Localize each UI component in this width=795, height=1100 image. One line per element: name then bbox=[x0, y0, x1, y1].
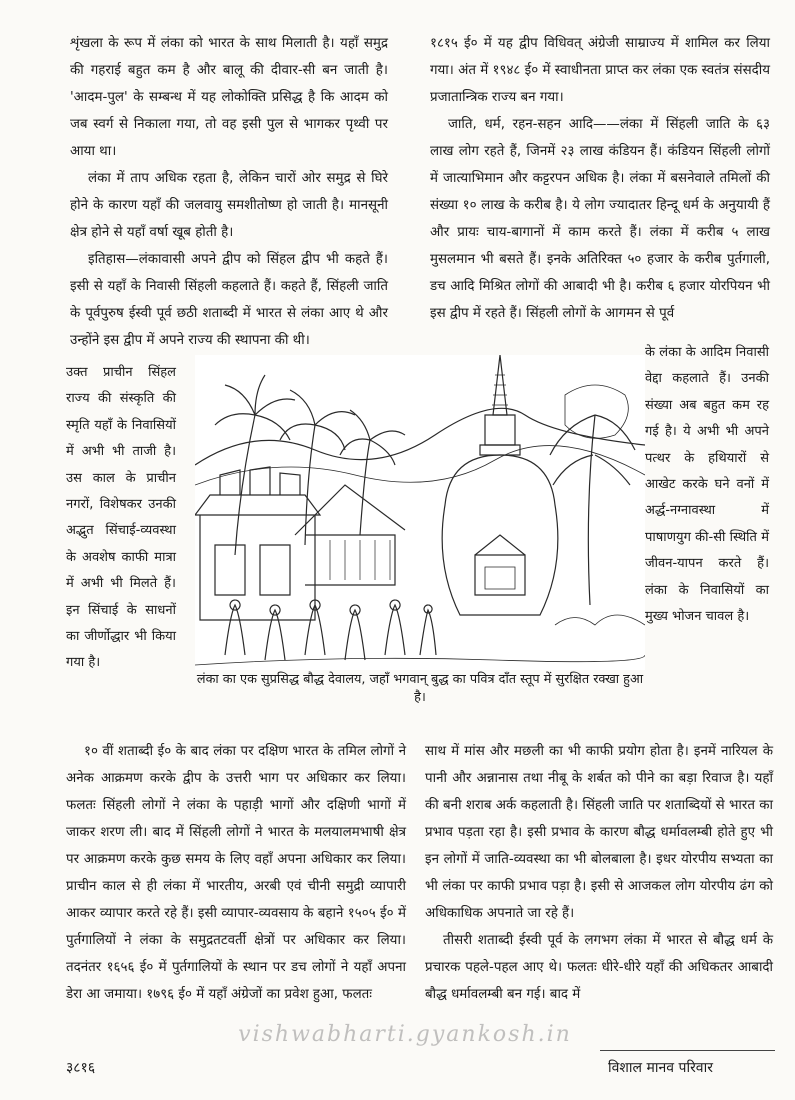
paragraph: शृंखला के रूप में लंका को भारत के साथ मिलाती है। यहाँ समुद्र की गहराई बहुत कम है और बालू की दीवार-सी बन जाती है। 'आदम-पुल' के सम्बन्ध में यह लोकोक्ति प्रसिद्ध है कि आदम को जब स्वर्ग से निकाला गया, तो वह इसी पुल से भागकर पृथ्वी पर आया था। bbox=[70, 36, 388, 159]
right-column-top bbox=[430, 30, 770, 327]
running-footer-title: विशाल मानव परिवार bbox=[608, 1060, 713, 1076]
illustration-drawing bbox=[195, 355, 645, 670]
right-column-bottom bbox=[425, 738, 773, 1008]
left-column-top bbox=[70, 30, 388, 354]
paragraph: के लंका के आदिम निवासी वेद्दा कहलाते हैं। उनकी संख्या अब बहुत कम रह गई है। ये अभी भी अपने पत्थर के हथियारों से आखेट करके घने वनों में अर्द्ध-नग्नावस्था में पाषाणयुग की-सी स्थिति में जीवन-यापन करते हैं। लंका के निवासियों का मुख्य भोजन चावल है। bbox=[645, 345, 769, 625]
paragraph: उक्त प्राचीन सिंहल राज्य की संस्कृति की स्मृति यहाँ के निवासियों में अभी भी ताजी है। उस काल के प्राचीन नगरों, विशेषकर उनकी अद्भुत सिंचाई-व्यवस्था के अवशेष काफी मात्रा में अभी भी मिलते हैं। इन सिंचाई के साधनों का जीर्णोद्धार भी किया गया है। bbox=[66, 365, 176, 671]
left-column-wrap bbox=[66, 360, 176, 677]
figure-caption: लंका का एक सुप्रसिद्ध बौद्ध देवालय, जहाँ भगवान् बुद्ध का पवित्र दाँत स्तूप में सुरक्षित रक्खा हुआ है। bbox=[196, 672, 644, 705]
paragraph: साथ में मांस और मछली का भी काफी प्रयोग होता है। इनमें नारियल के पानी और अन्नानास तथा नीबू के शर्बत को पीने का बड़ा रिवाज है। यहाँ की बनी शराब अर्क कहलाती है। सिंहली जाति पर शताब्दियों से भारत का प्रभाव पड़ता रहा है। इसी प्रभाव के कारण बौद्ध धर्मावलम्बी होते हुए भी इन लोगों में जाति-व्यवस्था का भी बोलबाला है। इधर योरपीय सभ्यता का भी लंका पर काफी प्रभाव पड़ा है। इसी से आजकल लोग योरपीय ढंग को अधिकाधिक अपनाते जा रहे हैं। bbox=[425, 744, 773, 921]
footer-divider bbox=[600, 1050, 775, 1051]
watermark: vishwabharti.gyankosh.in bbox=[238, 1022, 572, 1047]
temple-stupa-illustration-icon bbox=[195, 355, 645, 670]
paragraph: जाति, धर्म, रहन-सहन आदि——लंका में सिंहली जाति के ६३ लाख लोग रहते हैं, जिनमें २३ लाख कंडियन हैं। कंडियन सिंहली लोगों में जात्याभिमान और कट्टरपन अधिक है। लंका में बसनेवाले तमिलों की संख्या १० लाख के करीब है। ये लोग ज्यादातर हिन्दू धर्म के अनुयायी हैं और प्रायः चाय-बागानों में काम करते हैं। लंका में करीब ५ लाख मुसलमान भी बसते हैं। इनके अतिरिक्त ५० हजार के करीब पुर्तगाली, डच आदि मिश्रित लोगों की आबादी भी है। करीब ६ हजार योरपियन भी इस द्वीप में रहते हैं। सिंहली लोगों के आगमन से पूर्व bbox=[430, 117, 770, 321]
paragraph: १८१५ ई० में यह द्वीप विधिवत् अंग्रेजी साम्राज्य में शामिल कर लिया गया। अंत में १९४८ ई० में स्वाधीनता प्राप्त कर लंका एक स्वतंत्र संसदीय प्रजातान्त्रिक राज्य बन गया। bbox=[430, 36, 770, 105]
paragraph: लंका में ताप अधिक रहता है, लेकिन चारों ओर समुद्र से घिरे होने के कारण यहाँ की जलवायु समशीतोष्ण हो जाती है। मानसूनी क्षेत्र होने से यहाँ वर्षा खूब होती है। bbox=[70, 171, 388, 240]
paragraph: १० वीं शताब्दी ई० के बाद लंका पर दक्षिण भारत के तमिल लोगों ने अनेक आक्रमण करके द्वीप के उत्तरी भाग पर अधिकार कर लिया। फलतः सिंहली लोगों ने लंका के पहाड़ी भागों और दक्षिणी भागों में जाकर शरण ली। बाद में सिंहली लोगों ने भारत के मलयालमभाषी क्षेत्र पर आक्रमण करके कुछ समय के लिए वहाँ अपना अधिकार कर लिया। प्राचीन काल से ही लंका में भारतीय, अरबी एवं चीनी समुद्री व्यापारी आकर व्यापार करते रहे हैं। इसी व्यापार-व्यवसाय के बहाने १५०५ ई० में पुर्तगालियों ने लंका के समुद्रतटवर्ती क्षेत्रों पर अधिकार कर लिया। तदनंतर १६५६ ई० में पुर्तगालियों के स्थान पर डच लोगों ने यहाँ अपना डेरा आ जमाया। १७९६ ई० में यहाँ अंग्रेजों का प्रवेश हुआ, फलतः bbox=[66, 744, 406, 1002]
paragraph: तीसरी शताब्दी ईस्वी पूर्व के लगभग लंका में भारत से बौद्ध धर्म के प्रचारक पहले-पहल आए थे। फलतः धीरे-धीरे यहाँ की अधिकतर आबादी बौद्ध धर्मावलम्बी बन गई। बाद में bbox=[425, 933, 773, 1002]
right-column-wrap bbox=[645, 340, 769, 630]
left-column-bottom bbox=[66, 738, 406, 1008]
page-number: ३८१६ bbox=[66, 1060, 96, 1076]
paragraph: इतिहास—लंकावासी अपने द्वीप को सिंहल द्वीप भी कहते हैं। इसी से यहाँ के निवासी सिंहली कहलाते हैं। कहते हैं, सिंहली जाति के पूर्वपुरुष ईस्वी पूर्व छठी शताब्दी में भारत से लंका आए थे और उन्होंने इस द्वीप में अपने राज्य की स्थापना की थी। bbox=[70, 252, 388, 348]
